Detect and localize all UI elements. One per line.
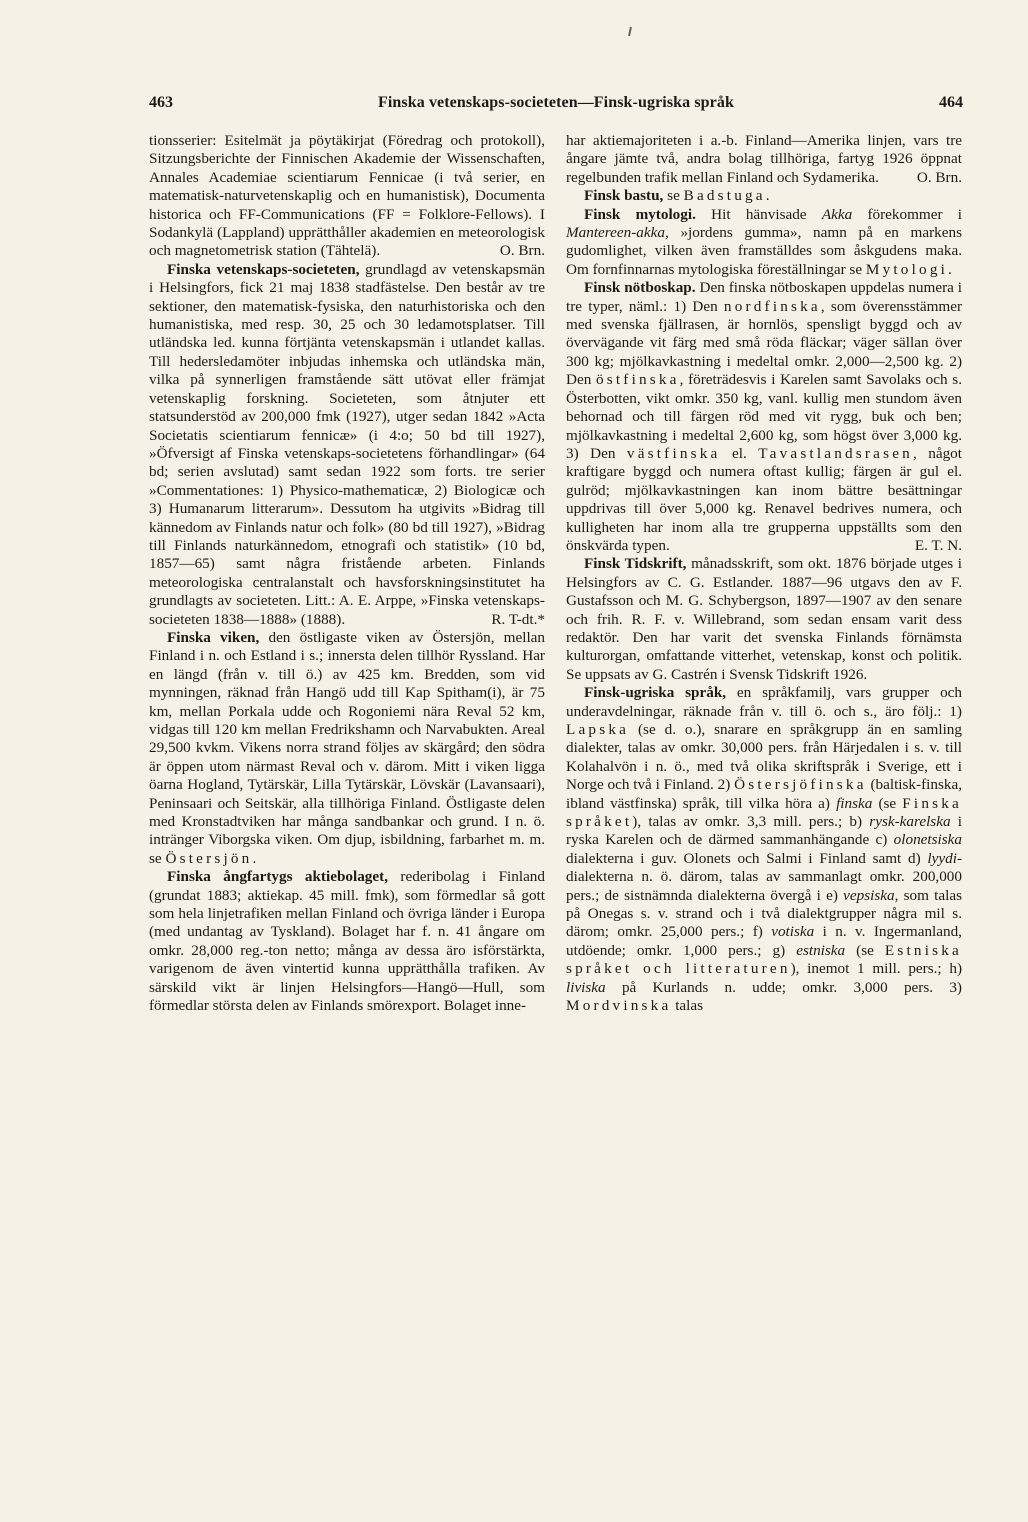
entry-finsk-mytologi: Finsk mytologi. Hit hänvisade Akka förekommer i Mantereen-akka, »jordens gumma», namn på en markens gudomlighet, vilken även framställdes som åskgudens maka. Om fornfinnarnas mytologiska föreställningar se Mytologi. bbox=[566, 205, 962, 278]
headword: Finsk mytologi. bbox=[584, 205, 696, 223]
signature: O. Brn. bbox=[916, 168, 962, 186]
cross-reference[interactable]: Badstuga bbox=[683, 187, 766, 205]
headword: Finsk-ugriska språk, bbox=[584, 684, 727, 702]
headword: Finsk Tidskrift, bbox=[584, 555, 687, 573]
running-header bbox=[149, 94, 963, 118]
cross-reference[interactable]: Estniska språket och litteraturen bbox=[566, 941, 962, 978]
cross-reference[interactable]: Lapska bbox=[566, 721, 630, 738]
entry-finsk-tidskrift: Finsk Tidskrift, månadsskrift, som okt. 1876 började utges i Helsingfors av C. G. Estlander. 1887—96 utgavs den av F. Gustafsson och M. G. Schybergson, 1897—1907 av den senare och frih. R. F. v. Willebrand, som sedan ensam varit dess redaktör. Den har varit det svenska Finlands förnämsta kulturorgan, omfattande vitterhet, vetenskap, konst och politik. Se uppsats av G. Castrén i Svensk Tidskrift 1926. bbox=[566, 555, 962, 683]
paragraph-continued: har aktiemajoriteten i a.-b. Finland—Amerika linjen, vars tre ångare jämte två, andra bolag tillhöriga, fartyg 1926 öppnat regelbunden trafik mellan Finland och Sydamerika. O. Brn. bbox=[566, 132, 962, 186]
cross-reference[interactable]: Östersjön bbox=[165, 849, 253, 867]
signature: O. Brn. bbox=[499, 242, 545, 260]
entry-finsk-ugriska-sprak: Finsk-ugriska språk, en språkfamilj, vars grupper och underavdelningar, räknade från v. till ö. och s., äro följ.: 1) Lapska (se d. o.), snarare en språkgrupp än en samling dialekter, talas av omkr. 30,000 pers. från Härjedalen i s. v. till Kolahalvön i n. ö., med två olika skriftspråk i Sverige, ett i Norge och två i Finland. 2) Östersjöfinska (baltisk-finska, ibland västfinska) språk, till vilka höra a) finska (se Finska språket), talas av omkr. 3,3 mill. pers.; b) rysk-karelska i ryska Karelen och de därmed sammanhängande c) olonetsiska dialekterna i guv. Olonets och Salmi i Finland samt d) lyydi-dialekterna n. ö. därom, talas av sammanlagt omkr. 200,000 pers.; de sistnämnda dialekterna övergå i e) vepsiska, som talas på Onegas s. v. strand och i två dialektgrupper några mil s. därom; omkr. 25,000 pers.; f) votiska i n. v. Ingermanland, utdöende; omkr. 1,000 pers.; g) estniska (se Estniska språket och litteraturen), inemot 1 mill. pers.; h) liviska på Kurlands n. udde; omkr. 3,000 pers. 3) Mordvinska talas bbox=[566, 684, 962, 1015]
cross-reference[interactable]: Finska språket bbox=[566, 794, 962, 831]
entry-finska-vetenskaps-societeten: Finska vetenskaps-societeten, grundlagd av vetenskapsmän i Helsingfors, fick 21 maj 1838 stadfästelse. Den består av tre sektioner, den matematisk-fysiska, den naturhistoriska och den humanistiska, med resp. 30, 25 och 30 ledamotsplatser. Till utländska led. kunna förtjänta vetenskapsmän i utlandet kallas. Till hedersledamöter inbjudas inhemska och utländska män, vilka på synnerligen framstående sätt utövat eller främjat vetenskaplig forskning. Societeten, som åtnjuter ett statsunderstöd av 200,000 fmk (1927), utger sedan 1842 »Acta Societatis scientiarum fennicæ» (i 4:o; 50 bd till 1927), »Öfversigt af Finska vetenskaps-societetens förhandlingar» (64 bd; serien avslutad) samt sedan 1922 som forts. tre serier »Commentationes: 1) Physico-mathematicæ, 2) Biologicæ och 3) Humanarum litterarum». Dessutom ha utgivits »Bidrag till kännedom av Finlands natur och folk» (80 bd till 1927), »Bidrag till Finlands naturkännedom, etnografi och statistik» (10 bd, 1857—65) samt några fristående arbeten. Finlands meteorologiska centralanstalt och havsforskningsinstitutet ha grundlagts av societeten. Litt.: A. E. Arppe, »Finska vetenskaps-societeten 1838—1888» (1888). R. T-dt.* bbox=[149, 260, 545, 628]
cross-reference[interactable]: Mytologi bbox=[865, 260, 949, 278]
page-number-left: 463 bbox=[149, 94, 173, 111]
entry-finska-viken: Finska viken, den östligaste viken av Östersjön, mellan Finland i n. och Estland i s.; innersta delen tillhör Ryssland. Har en längd (från v. till ö.) av 425 km. Bredden, som vid mynningen, räknad från Hangö udd till Kap Spitham(i), är 75 km, mellan Porkala udde och Rogoniemi nära Reval 52 km, vidgas till 120 km mellan Fredrikshamn och Narvabukten. Areal 29,500 kvkm. Vikens norra strand följes av skärgård; den södra är öppen utom närmast Reval och v. därom. Mitt i viken ligga öarna Hogland, Tytärskär, Lilla Tytärskär, Lövskär (Lavansaari), Peninsaari och Seitskär, alla tillhöriga Finland. Östligaste delen med Kronstadtviken har många sandbankar och grund. I n. ö. intränger Viborgska viken. Om djup, isbildning, farbarhet m. m. se Östersjön. bbox=[149, 628, 545, 867]
headword: Finska vetenskaps-societeten, bbox=[167, 260, 360, 278]
paragraph-continued: tionsserier: Esitelmät ja pöytäkirjat (Föredrag och protokoll), Sitzungsberichte der Finnischen Akademie der Wissenschaften, Annales Academiae scientiarum Fennicae (i två serier, en matematisk-naturvetenskaplig och en humanistisk), Documenta historica och FF-Communications (FF = Folklore-Fellows). I Sodankylä (Lappland) upprätthåller akademien en meteorologisk och magnetometrisk station (Tähtelä). O. Brn. bbox=[149, 132, 545, 260]
headword: Finska ångfartygs aktiebolaget, bbox=[167, 868, 388, 886]
headword: Finsk nötboskap. bbox=[584, 279, 696, 297]
signature: R. T-dt.* bbox=[491, 610, 545, 628]
running-title: Finska vetenskaps-societeten—Finsk-ugriska språk bbox=[378, 94, 734, 111]
entry-finsk-notboskap: Finsk nötboskap. Den finska nötboskapen uppdelas numera i tre typer, näml.: 1) Den nordfinska, som överensstämmer med svenska fjällrasen, är hornlös, spensligt byggd och av övervägande vit färg med små röda fläckar; väger sällan över 300 kg; mjölkavkastning i medeltal omkr. 2,000—2,500 kg. 2) Den östfinska, företrädesvis i Karelen samt Savolaks och s. Österbotten, vikt omkr. 350 kg, vanl. kullig men stundom även behornad och till färgen röd med vit rygg, buk och ben; mjölkavkastning i medeltal 2,600 kg, som högst över 3,000 kg. 3) Den västfinska el. Tavastlandsrasen, något kraftigare byggd och numera oftast kullig; färgen är gul el. gulröd; mjölkavkastningen kan inom bättre besättningar uppdrivas till över 5,000 kg. Renavel bedrives numera, och kulligheten har inom alla tre grupperna uppställts som den önskvärda typen. E. T. N. bbox=[566, 279, 962, 554]
entry-finsk-bastu: Finsk bastu, se Badstuga. bbox=[584, 187, 770, 205]
right-column bbox=[566, 132, 962, 1372]
headword: Finska viken, bbox=[167, 628, 260, 646]
page-number-right: 464 bbox=[939, 94, 963, 111]
entry-finska-angfartygs-aktiebolaget: Finska ångfartygs aktiebolaget, rederibolag i Finland (grundat 1883; aktiekap. 45 mill. fmk), som förmedlar så gott som hela linjetrafiken mellan Finland och övriga länder i Europa (med undantag av Tyskland). Bolaget har f. n. 41 ångare om omkr. 28,000 reg.-ton netto; många av dessa äro isförstärkta, varigenom de även vintertid kunna upprätthålla trafiken. Av särskild vikt är linjen Helsingfors—Hangö—Hull, som förmedlar största delen av Finlands smörexport. Bolaget inne- bbox=[149, 868, 545, 1015]
left-column bbox=[149, 132, 545, 1372]
headword: Finsk bastu, bbox=[584, 187, 664, 205]
ink-speck bbox=[628, 27, 632, 36]
signature: E. T. N. bbox=[914, 536, 962, 554]
